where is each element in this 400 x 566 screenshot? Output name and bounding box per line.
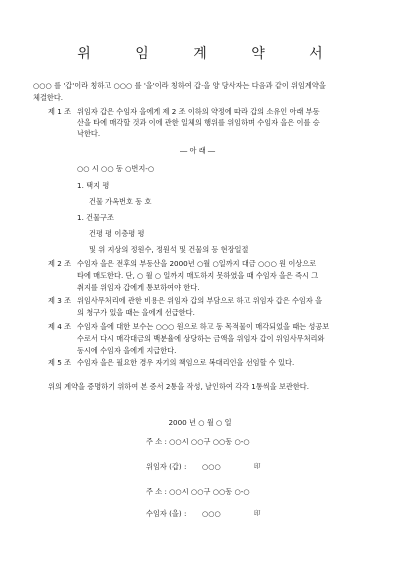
article-2-label: 제 2 조 [48, 259, 72, 268]
party-b-label: 수임자 (을) : [146, 509, 187, 518]
article-1-line: 낙한다. [77, 129, 101, 138]
property-item-1-detail: 건물 가옥번호 동 호 [89, 197, 152, 206]
contract-date: 2000 년 ○ 월 ○ 일 [168, 418, 232, 427]
article-5-label: 제 5 조 [48, 358, 72, 367]
article-1-line: 산을 타에 매각할 것과 이에 관한 일체의 행위를 위임하며 수임자 을은 이를 승 [77, 118, 320, 127]
contract-title: 위 임 계 약 서 [77, 46, 343, 62]
intro-line-1: ○○○ 를 '갑'이라 칭하고 ○○○ 를 '을'이라 칭하여 갑·을 양 당사자는 다음과 같이 위임계약을 [33, 81, 326, 90]
article-2-line: 타에 매도한다. 단, ○ 월 ○ 일까지 매도하지 못하였을 때 수임자 을은 즉시 그 [77, 271, 319, 280]
party-b-address: 주 소 : ○○시 ○○구 ○○동 ○-○ [146, 487, 250, 496]
intro-line-2: 체결한다. [33, 93, 64, 102]
closing-statement: 위의 계약을 증명하기 위하여 본 증서 2통을 작성, 날인하여 각각 1통씩을 보관한다. [48, 382, 310, 391]
party-a-name: ○○○ [202, 462, 221, 471]
property-extra: 및 위 지상의 정원수, 정원석 및 건물의 등 현장일절 [89, 245, 249, 254]
party-a-seal: 印 [254, 462, 261, 470]
property-item-2-detail: 건평 평 이층평 평 [89, 229, 145, 238]
property-heading: ― 아 래 ― [180, 146, 216, 155]
article-4-line: 수임자 을에 대한 보수는 ○○○ 원으로 하고 동 목적물이 매각되었을 때는 성공보 [77, 322, 330, 331]
party-a-label: 위임자 (갑) : [146, 462, 187, 471]
article-3-line: 의 청구가 있을 때는 을에게 선급한다. [77, 308, 195, 317]
article-5-line: 수임자 을은 필요한 경우 자기의 책임으로 복대리인을 선임할 수 있다. [77, 358, 295, 367]
property-item-1: 1. 택지 평 [77, 181, 110, 190]
party-b-seal: 印 [254, 509, 261, 517]
article-1-label: 제 1 조 [48, 107, 72, 116]
article-2-line: 취지를 위임자 갑에게 통보하여야 한다. [77, 283, 200, 292]
property-item-2: 1. 건물구조 [77, 213, 114, 222]
article-4-line: 수로서 다시 매각대금의 백분율에 상당하는 금액을 위임자 갑이 위임사무처리와 [77, 334, 325, 343]
article-3-label: 제 3 조 [48, 296, 72, 305]
article-4-line: 동시에 수임자 을에게 지급한다. [77, 346, 177, 355]
article-4-label: 제 4 조 [48, 322, 72, 331]
party-b-name: ○○○ [202, 509, 221, 518]
article-1-line: 위임자 갑은 수임자 을에게 제 2 조 이하의 약정에 따라 갑의 소유인 아래 부동 [77, 107, 320, 116]
property-address: ○○ 시 ○○ 동 ○번지-○ [77, 164, 155, 173]
party-a-address: 주 소 : ○○시 ○○구 ○○동 ○-○ [146, 437, 250, 446]
article-3-line: 위임사무처리에 관한 비용은 위임자 갑의 부담으로 하고 위임자 갑은 수임자 을 [77, 296, 323, 305]
article-2-line: 수임자 을은 전후의 부동산을 2000년 ○월 ○일까지 대금 ○○○ 원 이상으로 [77, 259, 317, 268]
